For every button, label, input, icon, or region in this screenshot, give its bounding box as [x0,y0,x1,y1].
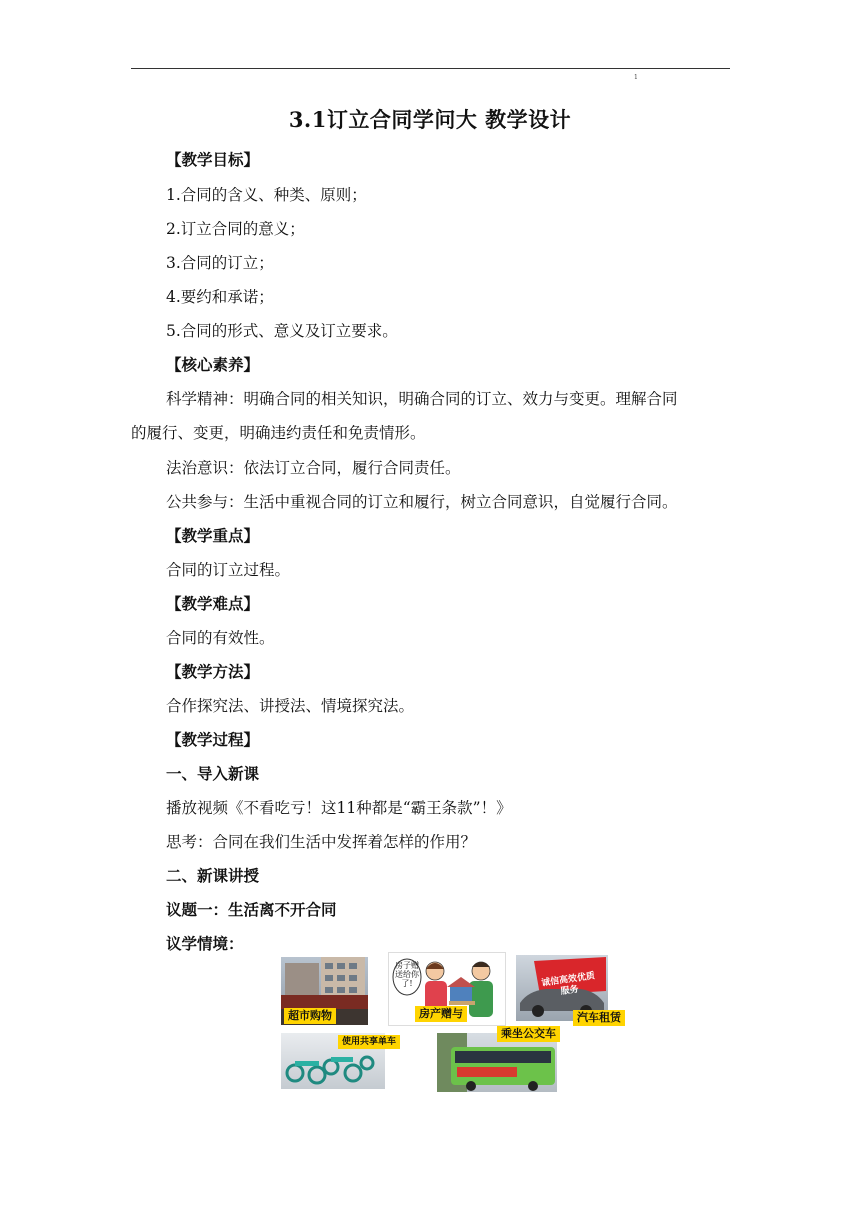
header-mark: 1 [634,74,638,81]
bus-caption: 乘坐公交车 [497,1026,560,1042]
section-new-heading: 二、新课讲授 [166,866,260,885]
method-heading: 【教学方法】 [166,662,260,681]
gift-caption: 房产赠与 [415,1006,467,1022]
objective-item: 2.订立合同的意义； [166,220,305,238]
document-title: 3.1订立合同学问大 教学设计 [288,107,572,132]
literacy-paragraph: 公共参与：生活中重视合同的订立和履行，树立合同意识，自觉履行合同。 [166,493,678,511]
car-caption: 汽车租赁 [573,1010,625,1026]
key-point-heading: 【教学重点】 [166,526,260,545]
car-banner-text: 诚信高效优质服务 [540,971,596,998]
topic-heading: 议题一：生活离不开合同 [166,900,337,919]
header-rule [131,68,730,69]
difficulty-text: 合同的有效性。 [166,629,275,647]
gift-bubble-text: 房子赠送给你了! [395,961,419,988]
literacy-paragraph: 法治意识：依法订立合同，履行合同责任。 [166,459,461,477]
objective-item: 5.合同的形式、意义及订立要求。 [166,322,398,340]
objective-item: 1.合同的含义、种类、原则； [166,186,367,204]
objective-item: 4.要约和承诺； [166,288,274,306]
supermarket-caption: 超市购物 [284,1008,336,1024]
objectives-heading: 【教学目标】 [166,150,260,169]
section-intro-heading: 一、导入新课 [166,764,260,783]
method-text: 合作探究法、讲授法、情境探究法。 [166,697,415,715]
situation-heading: 议学情境： [166,934,244,953]
literacy-heading: 【核心素养】 [166,355,260,374]
literacy-paragraph: 的履行、变更，明确违约责任和免责情形。 [131,424,426,442]
bike-caption: 使用共享单车 [338,1035,400,1049]
key-point-text: 合同的订立过程。 [166,561,291,579]
difficulty-heading: 【教学难点】 [166,594,260,613]
video-line: 播放视频《不看吃亏！这11种都是“霸王条款”！》 [166,799,512,817]
process-heading: 【教学过程】 [166,730,260,749]
literacy-paragraph: 科学精神：明确合同的相关知识，明确合同的订立、效力与变更。理解合同 [166,390,678,408]
think-line: 思考：合同在我们生活中发挥着怎样的作用？ [166,833,477,851]
objective-item: 3.合同的订立； [166,254,274,272]
